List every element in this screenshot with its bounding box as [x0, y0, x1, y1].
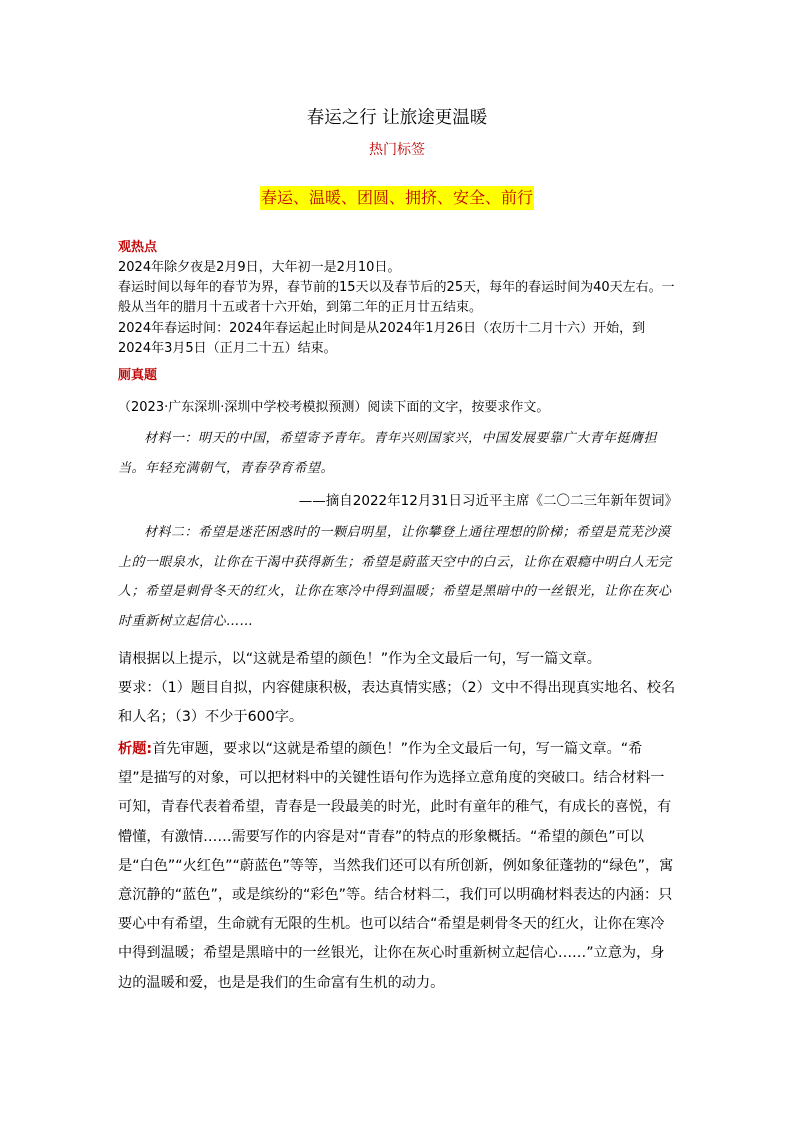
viewpoint-section	[118, 238, 678, 359]
viewpoint-body	[118, 258, 678, 359]
page-title: 春运之行 让旅途更温暖	[306, 108, 488, 128]
exam-intro: （2023·广东深圳·深圳中学校考模拟预测）阅读下面的文字，按要求作文。	[118, 400, 550, 415]
material-two	[118, 518, 678, 636]
exam-prompt-block	[118, 645, 678, 733]
viewpoint-line: 2024年春运时间：2024年春运起止时间是从2024年1月26日（农历十二月十六）开始，到2024年3月5日（正月二十五）结束。	[118, 320, 646, 356]
analysis-paragraph	[118, 735, 678, 998]
hot-tags: 春运、温暖、团圆、拥挤、安全、前行	[260, 186, 534, 210]
analysis-text: 首先审题，要求以“这就是希望的颜色！”作为全文最后一句，写一篇文章。“希望”是描写的对象，可以把材料中的关键性语句作为选择立意角度的突破口。结合材料一可知，青春代表着希望，青春是一段最美的时光，此时有童年的稚气，有成长的喜悦，有懵懂，有激情……需要写作的内容是对“青春”的特点的形象概括。“希望的颜色”可以是“白色”“火红色”“蔚蓝色”等等，当然我们还可以有所创新，例如象征蓬勃的“绿色”，寓意沉静的“蓝色”，或是缤纷的“彩色”等。结合材料二，我们可以明确材料表达的内涵：只要心中有希望，生命就有无限的生机。也可以结合“希望是刺骨冬天的红火，让你在寒冷中得到温暖；希望是黑暗中的一丝银光，让你在灰心时重新树立起信心……”立意为，身边的温暖和爱，也是是我们的生命富有生机的动力。	[118, 741, 674, 991]
exam-heading: 厕真题	[118, 368, 158, 383]
tags-row	[0, 186, 794, 210]
viewpoint-line: 春运时间以每年的春节为界，春节前的15天以及春节后的25天，每年的春运时间为40天左右。一般从当年的腊月十五或者十六开始，到第二年的正月廿五结束。	[118, 280, 675, 316]
material-two-text: 材料二：希望是迷茫困惑时的一颗启明星，让你攀登上通往理想的阶梯；希望是荒芜沙漠上的一眼泉水，让你在干渴中获得新生；希望是蔚蓝天空中的白云，让你在艰瘾中明白人无完人；希望是刺骨冬天的红火，让你在寒冷中得到温暖；希望是黑暗中的一丝银光，让你在灰心时重新树立起信心……	[118, 525, 672, 629]
viewpoint-heading: 观热点	[118, 240, 158, 255]
exam-requirements: 要求：（1）题目自拟，内容健康积极，表达真情实感；（2）文中不得出现真实地名、校名和人名；（3）不少于600字。	[118, 680, 676, 726]
exam-prompt: 请根据以上提示，以“这就是希望的颜色！”作为全文最后一句，写一篇文章。	[118, 651, 601, 667]
exam-heading-block	[118, 366, 678, 386]
material-one-text: 材料一：明天的中国，希望寄予青年。青年兴则国家兴，中国发展要靠广大青年挺膺担当。年轻充满朝气，青春孕育希望。	[118, 431, 658, 476]
page-subtitle: 热门标签	[369, 142, 425, 158]
material-one-source: ——摘自2022年12月31日习近平主席《二〇二三年新年贺词》	[298, 493, 678, 509]
viewpoint-line: 2024年除夕夜是2月9日，大年初一是2月10日。	[118, 260, 401, 275]
analysis-label: 析题:	[118, 741, 153, 757]
material-one	[118, 424, 678, 483]
analysis-block	[118, 735, 678, 998]
